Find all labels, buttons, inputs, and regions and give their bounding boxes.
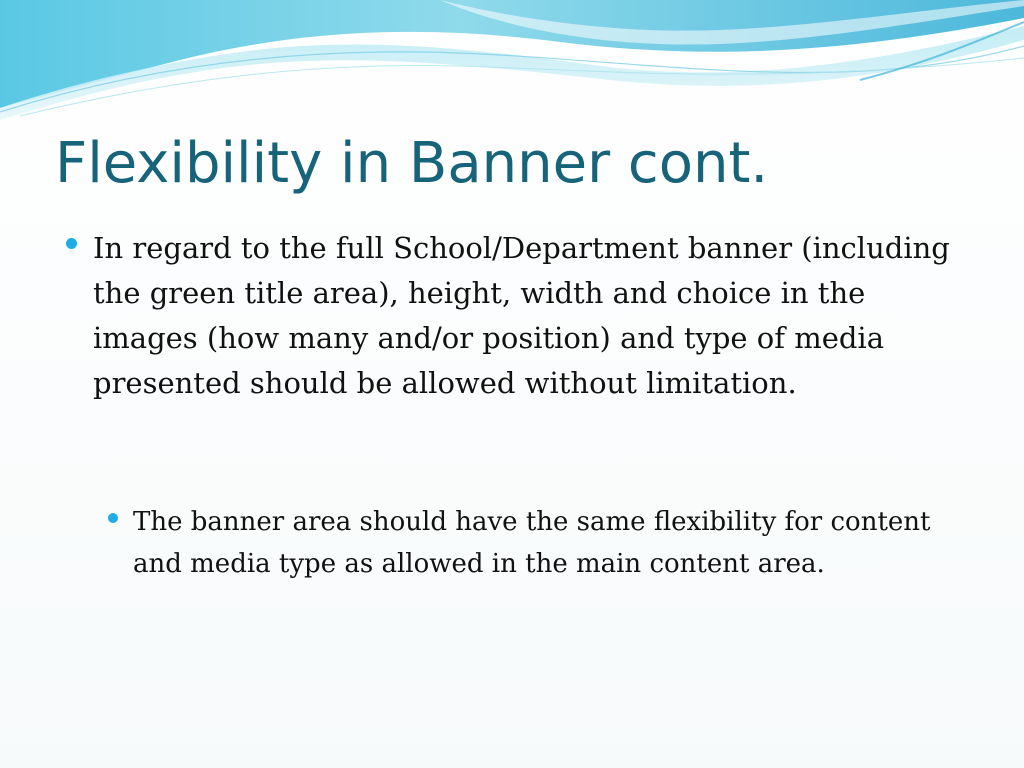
bullet-dot-icon xyxy=(66,238,77,249)
bullet-dot-icon xyxy=(108,513,118,523)
sub-bullet-text: The banner area should have the same flexibility for content and media type as allowed in the main content area. xyxy=(133,507,931,579)
bullet-item-level2 xyxy=(108,501,968,585)
bullet-text: In regard to the full School/Department banner (including the green title area), height, width and choice in the images (how many and/or position) and type of media presented should be allowed without limitation. xyxy=(93,231,950,400)
slide-title: Flexibility in Banner cont. xyxy=(55,131,769,196)
header-wave-decoration xyxy=(0,0,1024,130)
bullet-item-level1 xyxy=(66,226,966,406)
